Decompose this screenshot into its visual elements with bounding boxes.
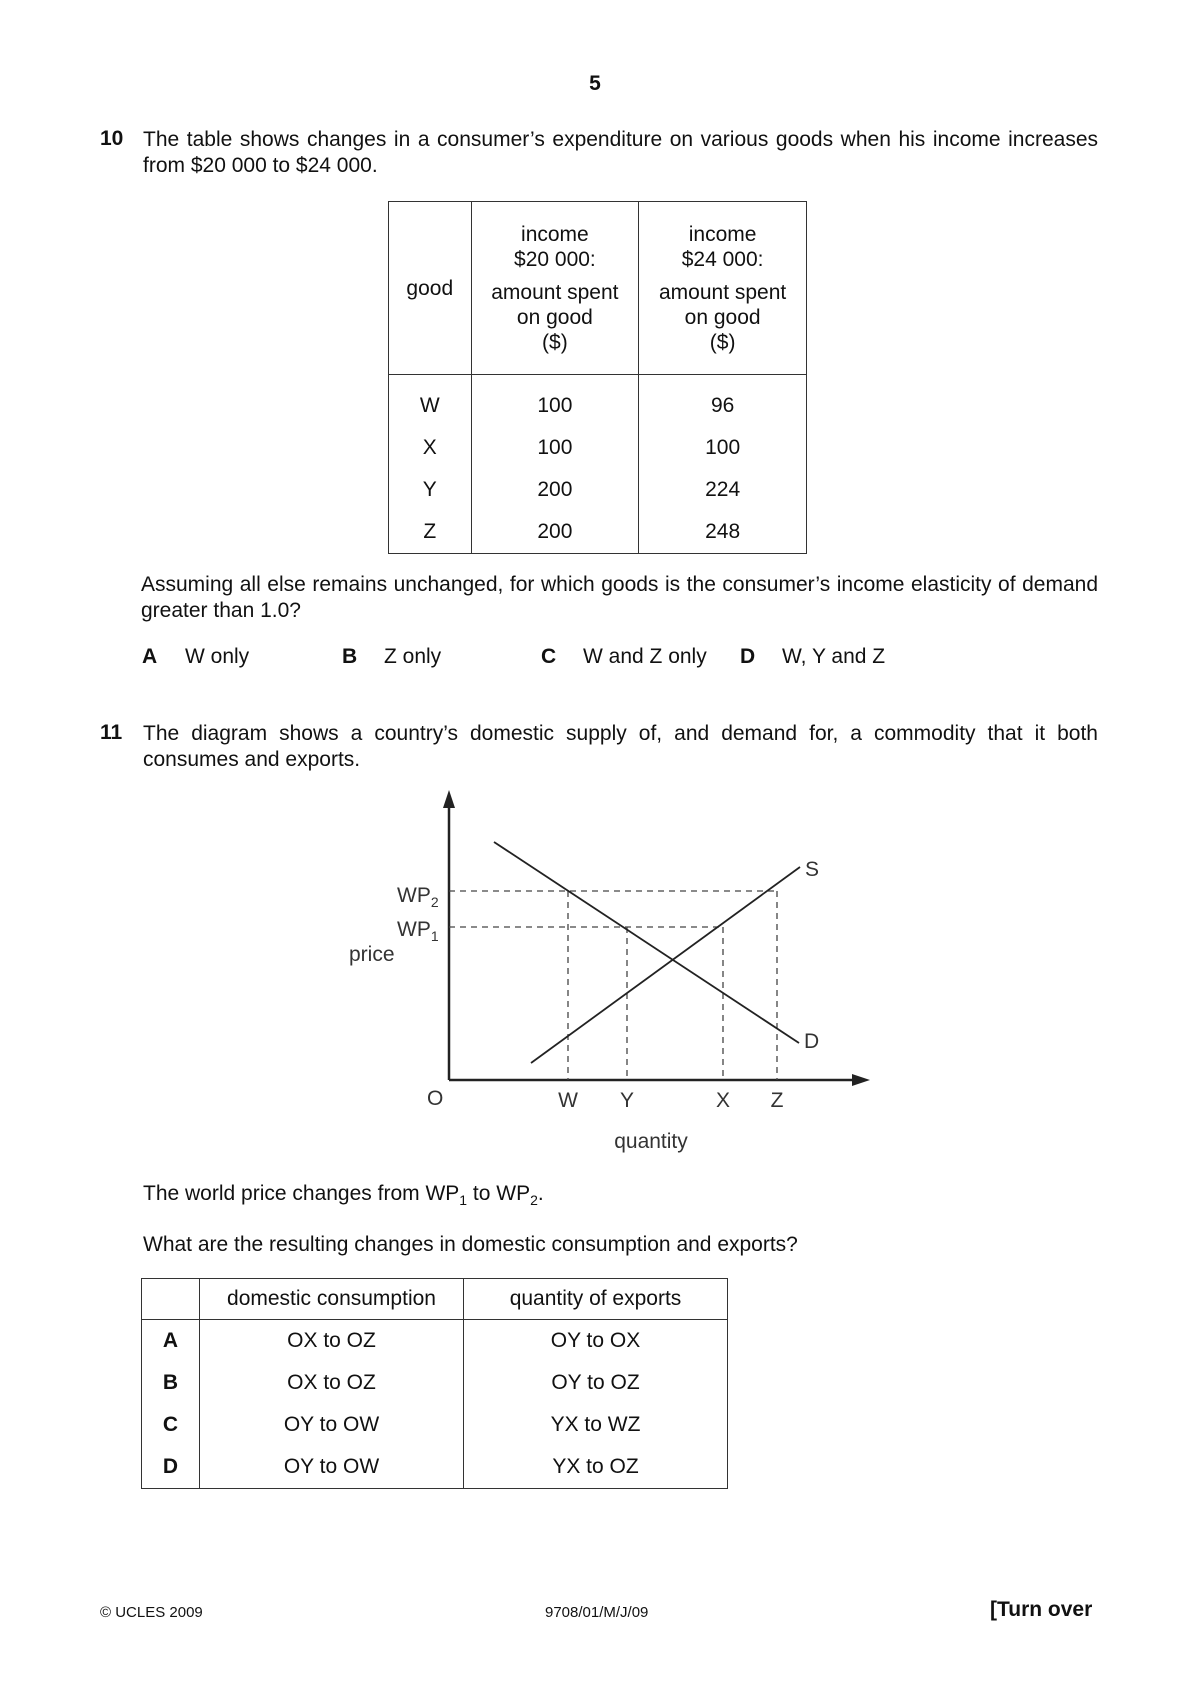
option-d-letter: D	[740, 645, 756, 668]
option-b-letter: B	[342, 645, 358, 668]
x-axis-label: quantity	[614, 1130, 688, 1153]
option-a-text: W only	[185, 645, 250, 668]
amount-24000-cell: 100	[639, 427, 807, 469]
wp2-label: $WP_2$	[397, 884, 439, 910]
consumption-cell: OY to OW	[200, 1446, 464, 1489]
answer-letter: A	[142, 1320, 200, 1363]
demand-label: D	[804, 1030, 820, 1053]
good-cell: Y	[389, 469, 472, 511]
option-b-text: Z only	[384, 645, 442, 668]
consumption-cell: OX to OZ	[200, 1362, 464, 1404]
option-d-text: W, Y and Z	[782, 645, 886, 668]
header-domestic-consumption: domestic consumption	[200, 1279, 464, 1320]
copyright: © UCLES 2009	[100, 1604, 203, 1621]
amount-20000-cell: 100	[471, 427, 639, 469]
quantity-w-label: W	[558, 1089, 578, 1112]
supply-curve	[531, 867, 800, 1063]
amount-20000-cell: 100	[471, 375, 639, 428]
answer-table	[141, 1278, 728, 1489]
quantity-z-label: Z	[770, 1089, 784, 1112]
question-11-text: What are the resulting changes in domestic consumption and exports?	[143, 1233, 798, 1256]
option-c-letter: C	[541, 645, 557, 668]
turn-over: [Turn over	[990, 1598, 1093, 1621]
y-axis-label: price	[349, 943, 395, 966]
demand-curve	[494, 842, 799, 1043]
answer-letter: C	[142, 1404, 200, 1446]
header-blank	[142, 1279, 200, 1320]
header-income-24000: income $24 000: amount spent on good ($)	[639, 202, 807, 375]
exports-cell: OY to OX	[464, 1320, 728, 1363]
paper-code: 9708/01/M/J/09	[545, 1604, 649, 1621]
y-axis-arrow-icon	[443, 790, 455, 808]
header-good: good	[389, 202, 472, 375]
quantity-x-label: X	[715, 1089, 731, 1112]
amount-24000-cell: 224	[639, 469, 807, 511]
question-10-text: Assuming all else remains unchanged, for which goods is the consumer’s income elasticity of demand greater than 1.0?	[141, 573, 1098, 622]
supply-label: S	[805, 858, 820, 881]
question-10-number: 10	[100, 127, 124, 150]
wp1-label: $WP_1$	[397, 918, 439, 944]
x-axis-arrow-icon	[852, 1074, 870, 1086]
exports-cell: OY to OZ	[464, 1362, 728, 1404]
exports-cell: YX to OZ	[464, 1446, 728, 1489]
quantity-y-label: Y	[619, 1089, 635, 1112]
question-11-intro: The diagram shows a country’s domestic supply of, and demand for, a commodity that it both consumes and exports.	[143, 722, 1098, 771]
question-10-intro: The table shows changes in a consumer’s expenditure on various goods when his income increases from $20 000 to $24 000.	[143, 128, 1098, 177]
good-cell: X	[389, 427, 472, 469]
answer-letter: D	[142, 1446, 200, 1489]
good-cell: W	[389, 375, 472, 428]
option-a-letter: A	[142, 645, 158, 668]
consumption-cell: OY to OW	[200, 1404, 464, 1446]
exports-cell: YX to WZ	[464, 1404, 728, 1446]
page-number: 5	[589, 72, 601, 95]
origin-label: O	[427, 1087, 444, 1110]
option-c-text: W and Z only	[583, 645, 707, 668]
header-quantity-of-exports: quantity of exports	[464, 1279, 728, 1320]
header-income-20000: income $20 000: amount spent on good ($)	[471, 202, 639, 375]
good-cell: Z	[389, 511, 472, 554]
consumption-cell: OX to OZ	[200, 1320, 464, 1363]
amount-24000-cell: 96	[639, 375, 807, 428]
question-11-number: 11	[100, 721, 123, 744]
amount-24000-cell: 248	[639, 511, 807, 554]
amount-20000-cell: 200	[471, 511, 639, 554]
world-price-change-text: The world price changes from $WP_1$ to $WP_2$.	[143, 1182, 544, 1209]
amount-20000-cell: 200	[471, 469, 639, 511]
answer-letter: B	[142, 1362, 200, 1404]
